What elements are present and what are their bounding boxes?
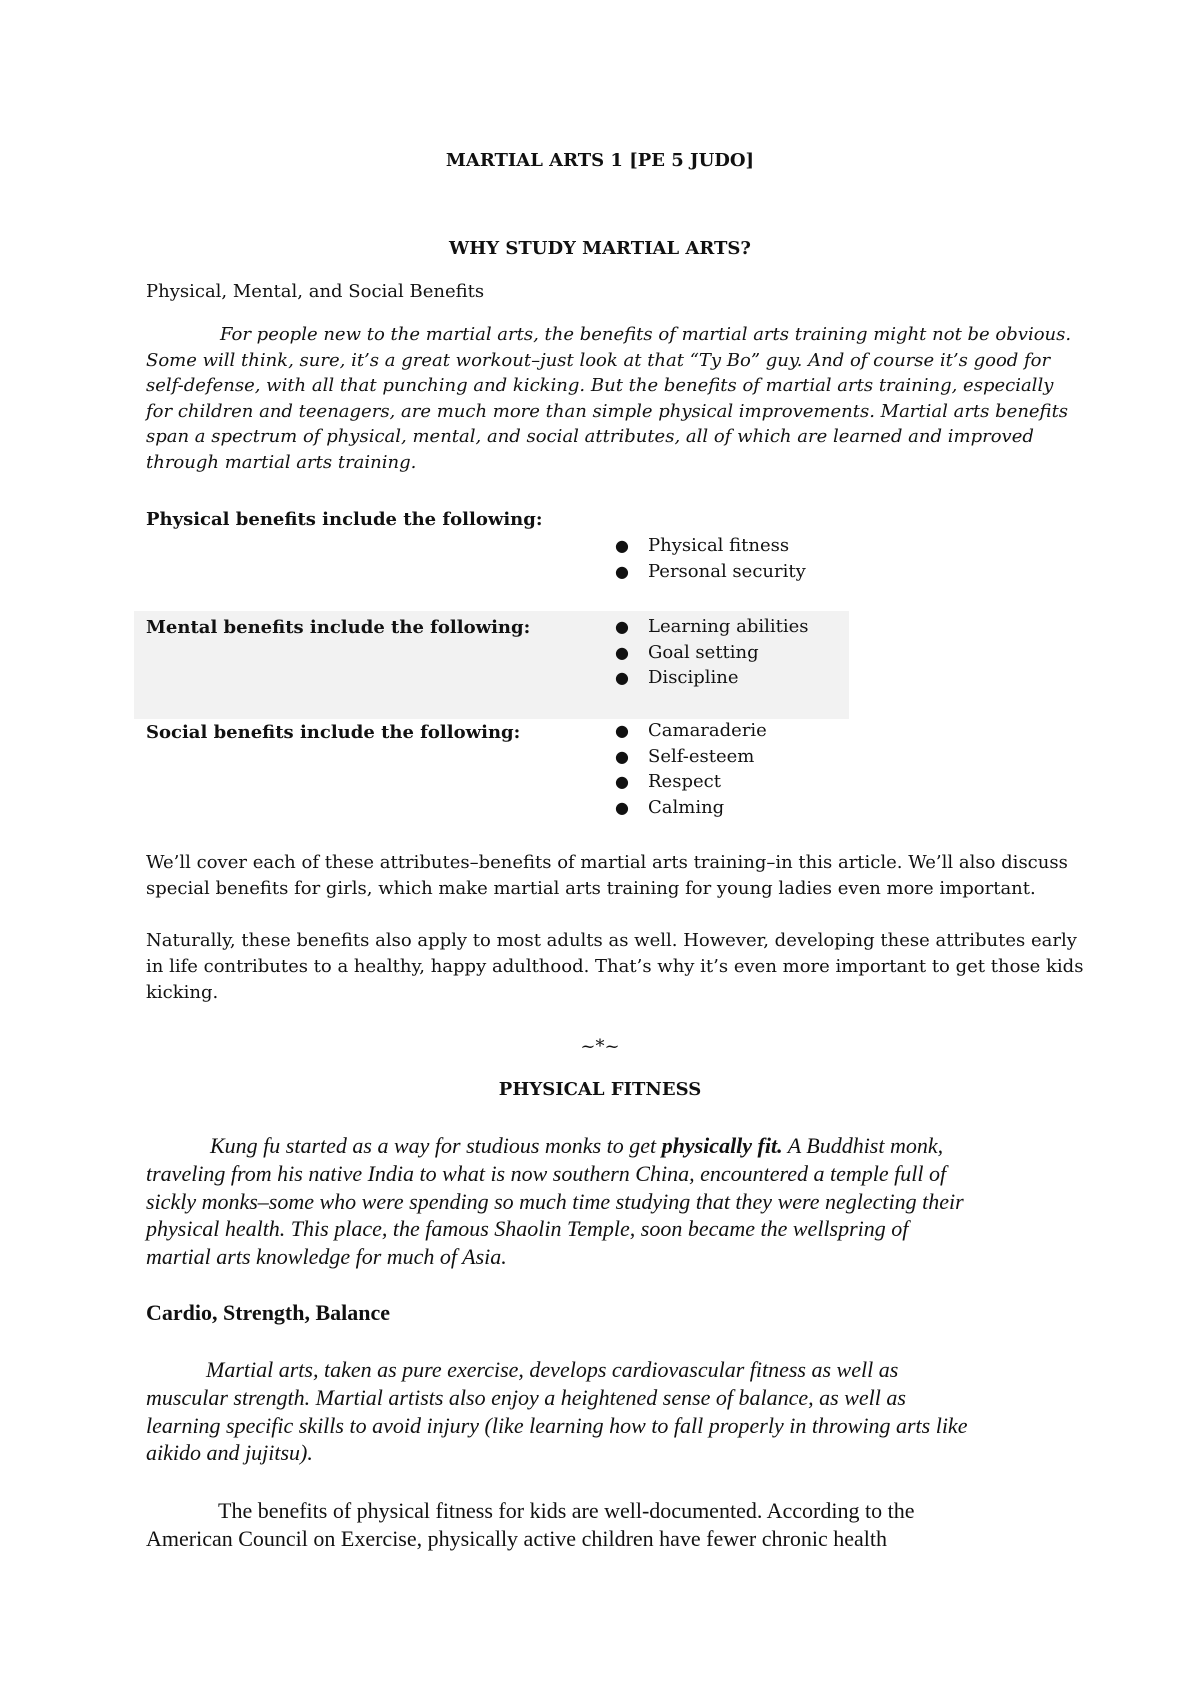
bullet-icon: ● — [615, 536, 629, 555]
mental-benefits-list — [612, 614, 809, 691]
intro-line: for children and teenagers, are much more than simple physical improvements. Martial arts benefits — [146, 400, 1069, 422]
bullet-icon: ● — [615, 668, 629, 688]
bullet-icon: ● — [615, 721, 629, 740]
paragraph-line: kicking. — [146, 982, 219, 1003]
paragraph-line: Naturally, these benefits also apply to most adults as well. However, developing these attributes early — [146, 930, 1077, 951]
document-title: MARTIAL ARTS 1 [PE 5 JUDO] — [445, 150, 755, 171]
physical-benefits-list — [612, 533, 806, 584]
coverage-paragraph — [146, 850, 1068, 902]
paragraph-line: The benefits of physical fitness for kids are well-documented. According to the — [218, 1498, 915, 1523]
paragraph-line: aikido and jujitsu). — [146, 1440, 313, 1466]
paragraph-line: sickly monks–some who were spending so much time studying that they were neglecting their — [146, 1188, 964, 1214]
paragraph-line: Martial arts, taken as pure exercise, develops cardiovascular fitness as well as — [206, 1357, 899, 1382]
bullet-icon: ● — [615, 772, 629, 792]
section-separator: ~*~ — [580, 1036, 620, 1057]
list-item: ● Learning abilities — [612, 614, 809, 640]
emphasis-text: physically fit. — [661, 1133, 783, 1158]
intro-line: through martial arts training. — [146, 451, 417, 473]
paragraph-line: American Council on Exercise, physically active children have fewer chronic health — [146, 1525, 887, 1551]
final-paragraph — [146, 1497, 914, 1552]
paragraph-line: We’ll cover each of these attributes–benefits of martial arts training–in this article. We’ll also discuss — [146, 852, 1068, 873]
social-benefits-label: Social benefits include the following: — [146, 722, 521, 743]
bullet-icon: ● — [615, 746, 629, 766]
physical-benefits-label: Physical benefits include the following: — [146, 509, 543, 530]
bullet-icon: ● — [615, 617, 629, 636]
paragraph-line: Kung fu started as a way for studious monks to get physically fit. A Buddhist monk, — [210, 1133, 944, 1158]
intro-line: self-defense, with all that punching and kicking. But the benefits of martial arts training, especially — [146, 375, 1054, 396]
social-benefits-list — [612, 718, 767, 821]
intro-line: Some will think, sure, it’s a great workout–just look at that “Ty Bo” guy. And of course it’s good for — [146, 349, 1051, 371]
paragraph-line: in life contributes to a healthy, happy adulthood. That’s why it’s even more important to get those kids — [146, 956, 1084, 977]
paragraph-line: physical health. This place, the famous Shaolin Temple, soon became the wellspring of — [146, 1216, 909, 1242]
adults-paragraph — [146, 928, 1083, 1006]
list-item: ● Camaraderie — [612, 718, 767, 744]
cardio-paragraph — [146, 1356, 967, 1467]
subheading: Physical, Mental, and Social Benefits — [146, 281, 485, 302]
paragraph-line: special benefits for girls, which make martial arts training for young ladies even more important. — [146, 878, 1036, 899]
list-item: ● Discipline — [612, 665, 809, 691]
section-heading: WHY STUDY MARTIAL ARTS? — [449, 238, 751, 259]
intro-paragraph — [146, 322, 1071, 475]
kungfu-paragraph — [146, 1132, 964, 1271]
list-item: ● Respect — [612, 769, 767, 795]
bullet-icon: ● — [615, 798, 629, 818]
intro-line: For people new to the martial arts, the benefits of martial arts training might not be obvious. — [220, 324, 1072, 345]
mental-benefits-label: Mental benefits include the following: — [146, 617, 531, 638]
paragraph-line: muscular strength. Martial artists also enjoy a heightened sense of balance, as well as — [146, 1384, 906, 1410]
list-item: ● Calming — [612, 795, 767, 821]
bullet-icon: ● — [615, 642, 629, 662]
list-item: ● Personal security — [612, 559, 806, 585]
intro-line: span a spectrum of physical, mental, and social attributes, all of which are learned and improved — [146, 426, 1034, 447]
paragraph-line: traveling from his native India to what is now southern China, encountered a temple full of — [146, 1160, 947, 1186]
list-item: ● Physical fitness — [612, 533, 806, 559]
paragraph-line: learning specific skills to avoid injury (like learning how to fall properly in throwing arts like — [146, 1412, 968, 1438]
physical-fitness-heading: PHYSICAL FITNESS — [498, 1079, 702, 1100]
paragraph-line: martial arts knowledge for much of Asia. — [146, 1244, 507, 1270]
list-item: ● Goal setting — [612, 640, 809, 666]
bullet-icon: ● — [615, 561, 629, 581]
cardio-heading: Cardio, Strength, Balance — [146, 1300, 391, 1325]
list-item: ● Self-esteem — [612, 744, 767, 770]
